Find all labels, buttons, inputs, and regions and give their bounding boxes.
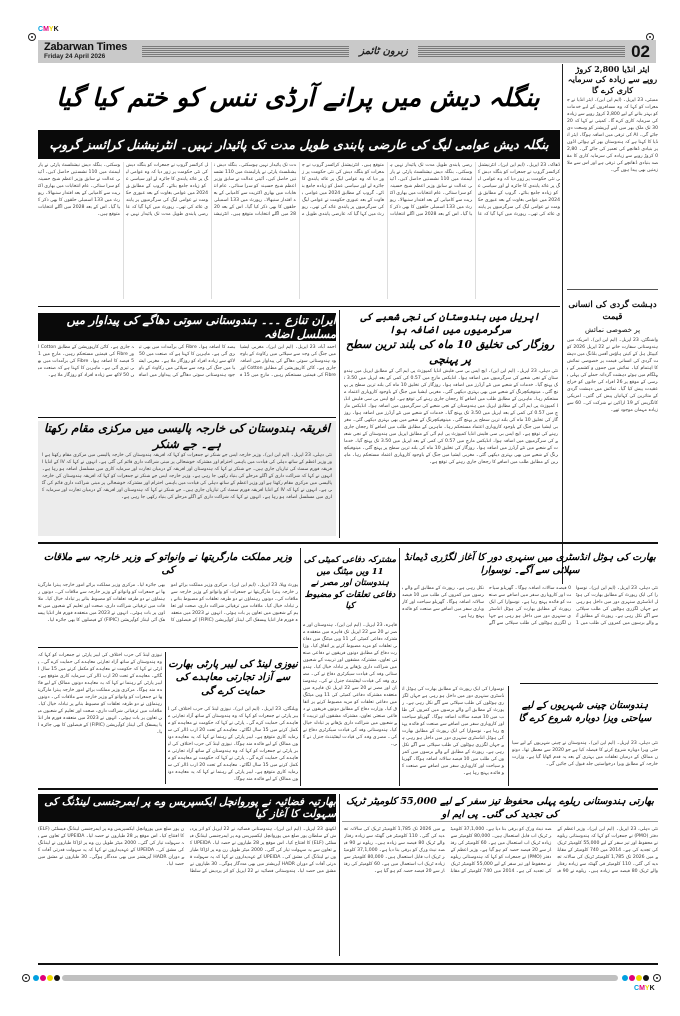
yellow-swatch bbox=[47, 975, 53, 981]
nz-story-headline: نیوزی لینڈ کی لیبر پارٹی بھارت سے آزاد تجارتی معاہدے کی حمایت کرے گی bbox=[168, 658, 298, 697]
magenta-swatch bbox=[40, 975, 46, 981]
column-divider bbox=[508, 686, 509, 786]
page-bottom-rule bbox=[38, 963, 658, 965]
cyan-swatch bbox=[33, 975, 39, 981]
masthead-rule-lines bbox=[142, 46, 349, 58]
registration-mark-icon bbox=[28, 33, 36, 41]
section-divider bbox=[38, 306, 560, 307]
hotel-story-body: نئی دہلی، 23 اپریل۔ (ایم این این)۔ نوسوارا کی ایک رپورٹ کے مطابق بھارت کی ہوٹل انڈسٹری سنہری دور میں داخل ہو رہی ہے جہاں لگژری ہوٹلوں کی طلب سپلائی سے آگے نکل رہی ہے۔ رپورٹ کے مطابق آنے والے برسوں میں کمروں کی طلب میں 10 فیصد سالانہ اضافہ ہوگا۔ گھریلو سیاحت اور کاروباری سفر میں اضافے سے صنعت کو فائدہ پہنچ رہا ہے۔ نوسوارا کی ایک رپورٹ کے مطابق بھارت کی ہوٹل انڈسٹری سنہری دور میں داخل ہو رہی ہے جہاں لگژری ہوٹلوں کی طلب سپلائی سے آگے نکل رہی ہے۔ رپورٹ کے مطابق آنے والے برسوں میں کمروں کی طلب میں 10 فیصد سالانہ اضافہ ہوگا۔ گھریلو سیاحت اور کاروباری سفر میں اضافے سے صنعت کو فائدہ پہنچ رہا ہے۔ bbox=[402, 586, 658, 626]
africa-story-headline: افریقہ ہندوستان کی خارجہ پالیسی میں مرکزی مقام رکھتا ہے۔ جے شنکر bbox=[44, 421, 330, 451]
newspaper-title: Zabarwan Times bbox=[44, 41, 128, 54]
color-swatches-right bbox=[622, 975, 649, 981]
iran-story-body: احمد آباد، 23 اپریل۔ (ایم این این)۔ مغربی ایشیا میں جنگ کی وجہ سے سپلائی میں رکاوٹ کے باوجود ہندوستانی سوتی دھاگے کی پیداوار میں اضافہ جاری ہے۔ کاٹن کارپوریشن کے مطابق Cotton اور Fibre کی قیمتیں مستحکم رہیں۔ مارچ میں 15 فیصد کا اضافہ ہوا۔ Fibre کی برآمدات میں بھی تیزی آئی ہے۔ ماہرین کا کہنا ہے کہ صنعت میں 50 لاکھ سے زیادہ افراد کو روزگار ملا ہے۔ مغربی ایشیا میں جنگ کی وجہ سے سپلائی میں رکاوٹ کے باوجود ہندوستانی سوتی دھاگے کی پیداوار میں اضافہ جاری ہے۔ کاٹن کارپوریشن کے مطابق Cotton اور Fibre کی قیمتیں مستحکم رہیں۔ مارچ میں 15 فیصد کا اضافہ ہوا۔ Fibre کی برآمدات میں بھی تیزی آئی ہے۔ ماہرین کا کہنا ہے کہ صنعت میں 50 لاکھ سے زیادہ افراد کو روزگار ملا ہے۔ bbox=[38, 345, 336, 378]
story-body: واشنگٹن، 23 اپریل۔ (ایم این این)۔ امریکہ میں ہندوستانی سفارت خانے نے 22 اپریل 2026 کو کیپیٹل ہل کے کینن ہاؤس آفس بلڈنگ میں دہشت گردی کی انسانی قیمت پر خصوصی نمائش کا اہتمام کیا۔ نمائش میں جموں و کشمیر کے پہلگام میں ہوئے دہشت گردانہ حملے کی پہلی برسی کے موقع پر 26 افراد کی جانوں کو خراج عقیدت پیش کیا گیا۔ نمائش میں دہشت گردی کے متاثرین کی کہانیاں پیش کی گئیں۔ امریکی کانگریس کے 19 اراکین نے شرکت کی۔ 60 سے زیادہ مہمان موجود تھے۔ bbox=[567, 338, 658, 414]
black-swatch bbox=[643, 975, 649, 981]
section-divider bbox=[38, 647, 298, 648]
lead-subhead-band: بنگلہ دیش عوامی لیگ کی عارضی پابندی طویل مدت تک پائیدار نہیں۔ انٹرنیشنل کرائسز گروپ bbox=[38, 130, 560, 159]
registration-mark-icon bbox=[653, 974, 661, 982]
registration-mark-icon bbox=[22, 974, 30, 982]
lead-headline: بنگلہ دیش میں پرانے آرڈی ننس کو ختم کیا گیا bbox=[56, 82, 540, 112]
iaf-story-headline-band: بھارتیہ فضائیہ نے پوروانچل ایکسپریس وے پر ایمرجنسی لینڈنگ کی سہولت کا آغاز کیا bbox=[38, 794, 336, 822]
section-divider bbox=[520, 683, 658, 684]
railway-story-body: نئی دہلی، 23 اپریل۔ (ایم این این)۔ وزیر اعظم کے دفتر (PMO) نے جمعرات کو کہا کہ ہندوستانی ریلوے نے محفوظ اور تیز سفر کے لیے 55,000 کلومیٹر ٹریک کی تجدید کی ہے۔ 2014 میں 740 کلومیٹر کے مقابلے میں 2026 تک 1,785 کلومیٹر ٹریک کی سالانہ تجدید کی گئی۔ 110 کلومیٹر فی گھنٹہ سے زیادہ رفتار والے ٹریک 80 فیصد سے زیادہ ہیں۔ ریلوے نے 90 فیصد نیٹ ورک کو برقی بنا دیا ہے۔ 37,1,000 کلومیٹر ٹریک اب قابل استعمال ہیں۔ 80,000 کلومیٹر سے زیادہ ٹریک اب استعمال میں ہے۔ 60 کلومیٹر کی رفتار سے 20 فیصد حصہ کم ہو گیا ہے۔ وزیر اعظم کے دفتر (PMO) نے جمعرات کو کہا کہ ہندوستانی ریلوے نے محفوظ اور تیز سفر کے لیے 55,000 کلومیٹر ٹریک کی تجدید کی ہے۔ 2014 میں 740 کلومیٹر کے مقابلے میں 2026 تک 1,785 کلومیٹر ٹریک کی سالانہ تجدید کی گئی۔ 110 کلومیٹر فی گھنٹہ سے زیادہ رفتار والے ٹریک 80 فیصد سے زیادہ ہیں۔ ریلوے نے 90 فیصد نیٹ ورک کو برقی بنا دیا ہے۔ 37,1,000 کلومیٹر ٹریک اب قابل استعمال ہیں۔ 80,000 کلومیٹر سے زیادہ ٹریک اب استعمال میں ہے۔ 60 کلومیٹر کی رفتار سے 20 فیصد حصہ کم ہو گیا ہے۔ bbox=[344, 827, 658, 874]
iran-story-headline-band: ایران تنازع ۔۔۔ ہندوستانی سوتی دھاگے کی پیداوار میں مسلسل اضافہ bbox=[38, 313, 336, 341]
railway-story-headline: بھارتی ہندوستانی ریلوے پہلی محفوظ تیز سفر کے لیے 55,000 کلومیٹر ٹریک کی تجدید کی گئی۔ پی ایم او bbox=[342, 796, 658, 822]
yellow-swatch bbox=[636, 975, 642, 981]
nz-story-continued: نیوزی لینڈ کی حزب اختلاف کی لیبر پارٹی نے جمعرات کو کہا کہ وہ ہندوستان کے ساتھ آزاد تجارتی معاہدے کی حمایت کرے گی۔ پارٹی نے کہا کہ حکومت نے معاہدے کو مکمل کرنے میں 15 سال لگائے۔ معاہدے کے تحت 20 ارب ڈالر کی سرمایہ کاری متوقع ہے۔ لیبر پارٹی کے رہنما نے کہا کہ یہ معاہدہ دونوں ممالک کے لیے فائدہ مند ہوگا۔ مرکزی وزیر مملکت برائے امور خارجہ پبترا مارگریتھا نے جمعرات کو وانواتو کے وزیر خارجہ سے ملاقات کی۔ دونوں رہنماؤں نے دو طرفہ تعلقات کو مضبوط بنانے پر تبادلہ خیال کیا۔ ملاقات میں ترقیاتی شراکت داری، صحت اور تعلیم کے شعبوں میں تعاون پر بات ہوئی۔ انہوں نے 2023 میں منعقدہ فورم فار انڈیا پیسفک آئی لینڈز کوآپریشن (FIPIC) کے فیصلوں کا بھی جائزہ لیا۔ bbox=[38, 653, 162, 735]
china-visa-body: نئی دہلی، 23 اپریل۔ (ایم این این)۔ ہندوستان نے چینی شہریوں کے لیے سیاحتی ویزا دوبارہ شروع کرنے کا فیصلہ کیا ہے جو 2020 سے معطل تھا۔ دونوں ممالک کے درمیان تعلقات میں بہتری کے بعد یہ قدم اٹھایا گیا ہے۔ وزارت خارجہ کے مطابق ویزا درخواستیں جلد قبول کی جائیں گی۔ bbox=[512, 741, 658, 767]
masthead-rule-lines bbox=[418, 46, 625, 58]
sidebar-story-terror-exhibition bbox=[567, 289, 658, 559]
cmyk-label-top: CMYK bbox=[38, 26, 59, 33]
black-swatch bbox=[54, 975, 60, 981]
hotel-story-continued: نوسوارا کی ایک رپورٹ کے مطابق بھارت کی ہوٹل انڈسٹری سنہری دور میں داخل ہو رہی ہے جہاں لگژری ہوٹلوں کی طلب سپلائی سے آگے نکل رہی ہے۔ رپورٹ کے مطابق آنے والے برسوں میں کمروں کی طلب میں 10 فیصد سالانہ اضافہ ہوگا۔ گھریلو سیاحت اور کاروباری سفر میں اضافے سے صنعت کو فائدہ پہنچ رہا ہے۔ نوسوارا کی ایک رپورٹ کے مطابق بھارت کی ہوٹل انڈسٹری سنہری دور میں داخل ہو رہی ہے جہاں لگژری ہوٹلوں کی طلب سپلائی سے آگے نکل رہی ہے۔ رپورٹ کے مطابق آنے والے برسوں میں کمروں کی طلب میں 10 فیصد سالانہ اضافہ ہوگا۔ گھریلو سیاحت اور کاروباری سفر میں اضافے سے صنعت کو فائدہ پہنچ رہا ہے۔ bbox=[402, 687, 504, 776]
hotel-story-headline: بھارت کی ہوٹل انڈسٹری میں سنہری دور کا آغاز لگژری ڈیمانڈ سپلائی سے آگے۔ نوسوارا bbox=[404, 552, 656, 576]
sidebar-column bbox=[562, 64, 658, 584]
private-sector-headline: اپریل میں ہندوستان کی نجی شعبے کی سرگرمیوں میں اضافہ ہوا روزگار کی تخلیق 10 ماہ کی بلند ترین سطح پر پہنچی bbox=[345, 311, 555, 366]
private-sector-body: نئی دہلی، 23 اپریل۔ (ایم این این)۔ ایچ ایس بی سی فلیش انڈیا کمپوزٹ پی ایم آئی کے مطابق اپریل میں ہندوستان کے نجی شعبے کی سرگرمیوں میں اضافہ ہوا۔ انڈیکس مارچ میں 0.57 کی کمی کے بعد اپریل میں 3.50 تک پہنچ گیا۔ خدمات کے شعبے میں نئے آرڈرز میں اضافہ ہوا۔ روزگار کی تخلیق 10 ماہ کی بلند ترین سطح پر پہنچ گئی۔ مینوفیکچرنگ کے شعبے میں بھی بہتری دیکھی گئی۔ مغربی ایشیا میں جنگ کے باوجود کاروباری اعتماد مستحکم رہا۔ ماہرین کے مطابق طلب میں اضافے کا رجحان جاری رہنے کی توقع ہے۔ ایچ ایس بی سی فلیش انڈیا کمپوزٹ پی ایم آئی کے مطابق اپریل میں ہندوستان کے نجی شعبے کی سرگرمیوں میں اضافہ ہوا۔ انڈیکس مارچ میں 0.57 کی کمی کے بعد اپریل میں 3.50 تک پہنچ گیا۔ خدمات کے شعبے میں نئے آرڈرز میں اضافہ ہوا۔ روزگار کی تخلیق 10 ماہ کی بلند ترین سطح پر پہنچ گئی۔ مینوفیکچرنگ کے شعبے میں بھی بہتری دیکھی گئی۔ مغربی ایشیا میں جنگ کے باوجود کاروباری اعتماد مستحکم رہا۔ ماہرین کے مطابق طلب میں اضافے کا رجحان جاری رہنے کی توقع ہے۔ ایچ ایس بی سی فلیش انڈیا کمپوزٹ پی ایم آئی کے مطابق اپریل میں ہندوستان کے نجی شعبے کی سرگرمیوں میں اضافہ ہوا۔ انڈیکس مارچ میں 0.57 کی کمی کے بعد اپریل میں 3.50 تک پہنچ گیا۔ خدمات کے شعبے میں نئے آرڈرز میں اضافہ ہوا۔ روزگار کی تخلیق 10 ماہ کی بلند ترین سطح پر پہنچ گئی۔ مینوفیکچرنگ کے شعبے میں بھی بہتری دیکھی گئی۔ مغربی ایشیا میں جنگ کے باوجود کاروباری اعتماد مستحکم رہا۔ ماہرین کے مطابق طلب میں اضافے کا رجحان جاری رہنے کی توقع ہے۔ bbox=[344, 369, 558, 465]
section-divider-thick bbox=[38, 542, 658, 544]
column-divider bbox=[339, 310, 340, 538]
magenta-swatch bbox=[629, 975, 635, 981]
lead-story-body: ڈھاکہ، 23 اپریل۔ (ایم این این)۔ انٹرنیشنل کرائسز گروپ نے جمعرات کو بنگلہ دیش کی نئی حکومت پر زور دیا کہ وہ عوامی لیگ پر عائد پابندی کا جائزہ لے اور سیاسی عمل کو زیادہ جامع بنائے۔ گروپ کے مطابق 2024 میں عوامی بغاوت کے بعد عبوری حکومت نے عوامی لیگ کی سرگرمیوں پر پابندی عائد کی تھی۔ رپورٹ میں کہا گیا کہ عارضی پابندی طویل مدت تک پائیدار نہیں ہوسکتی۔ بنگلہ دیش نیشنلسٹ پارٹی نے پارلیمنٹ میں 110 نشستیں حاصل کیں۔ آئینی عدالت نے سابق وزیر اعظم شیخ حسینہ کو سزا سنائی۔ عام انتخابات میں بھاری اکثریت سے کامیابی کے بعد اقتدار سنبھالا۔ رپورٹ میں 133 اسمبلی حلقوں کا بھی ذکر کیا گیا۔ اس کے بعد 2028 میں اگلے انتخابات متوقع ہیں۔ انٹرنیشنل کرائسز گروپ نے جمعرات کو بنگلہ دیش کی نئی حکومت پر زور دیا کہ وہ عوامی لیگ پر عائد پابندی کا جائزہ لے اور سیاسی عمل کو زیادہ جامع بنائے۔ گروپ کے مطابق 2024 میں عوامی بغاوت کے بعد عبوری حکومت نے عوامی لیگ کی سرگرمیوں پر پابندی عائد کی تھی۔ رپورٹ میں کہا گیا کہ عارضی پابندی طویل مدت تک پائیدار نہیں ہوسکتی۔ بنگلہ دیش نیشنلسٹ پارٹی نے پارلیمنٹ میں 110 نشستیں حاصل کیں۔ آئینی عدالت نے سابق وزیر اعظم شیخ حسینہ کو سزا سنائی۔ عام انتخابات میں بھاری اکثریت سے کامیابی کے بعد اقتدار سنبھالا۔ رپورٹ میں 133 اسمبلی حلقوں کا بھی ذکر کیا گیا۔ اس کے بعد 2028 میں اگلے انتخابات متوقع ہیں۔ انٹرنیشنل کرائسز گروپ نے جمعرات کو بنگلہ دیش کی نئی حکومت پر زور دیا کہ وہ عوامی لیگ پر عائد پابندی کا جائزہ لے اور سیاسی عمل کو زیادہ جامع بنائے۔ گروپ کے مطابق 2024 میں عوامی بغاوت کے بعد عبوری حکومت نے عوامی لیگ کی سرگرمیوں پر پابندی عائد کی تھی۔ رپورٹ میں کہا گیا کہ عارضی پابندی طویل مدت تک پائیدار نہیں ہوسکتی۔ بنگلہ دیش نیشنلسٹ پارٹی نے پارلیمنٹ میں 110 نشستیں حاصل کیں۔ آئینی عدالت نے سابق وزیر اعظم شیخ حسینہ کو سزا سنائی۔ عام انتخابات میں بھاری اکثریت سے کامیابی کے بعد اقتدار سنبھالا۔ رپورٹ میں 133 اسمبلی حلقوں کا بھی ذکر کیا گیا۔ اس کے بعد 2028 میں اگلے انتخابات متوقع ہیں۔ bbox=[38, 163, 560, 217]
cyan-swatch bbox=[622, 975, 628, 981]
sidebar-story-air-india bbox=[567, 64, 658, 283]
print-grey-bar bbox=[62, 975, 618, 981]
page-number: 02 bbox=[631, 41, 650, 61]
nz-story-body: ویلنگٹن، 23 اپریل۔ (ایم این این)۔ نیوزی لینڈ کی حزب اختلاف کی لیبر پارٹی نے جمعرات کو کہا کہ وہ ہندوستان کے ساتھ آزاد تجارتی معاہدے کی حمایت کرے گی۔ پارٹی نے کہا کہ حکومت نے معاہدے کو مکمل کرنے میں 15 سال لگائے۔ معاہدے کے تحت 20 ارب ڈالر کی سرمایہ کاری متوقع ہے۔ لیبر پارٹی کے رہنما نے کہا کہ یہ معاہدہ دونوں ممالک کے لیے فائدہ مند ہوگا۔ نیوزی لینڈ کی حزب اختلاف کی لیبر پارٹی نے جمعرات کو کہا کہ وہ ہندوستان کے ساتھ آزاد تجارتی معاہدے کی حمایت کرے گی۔ پارٹی نے کہا کہ حکومت نے معاہدے کو مکمل کرنے میں 15 سال لگائے۔ معاہدے کے تحت 20 ارب ڈالر کی سرمایہ کاری متوقع ہے۔ لیبر پارٹی کے رہنما نے کہا کہ یہ معاہدہ دونوں ممالک کے لیے فائدہ مند ہوگا۔ bbox=[168, 707, 298, 782]
column-divider bbox=[339, 794, 340, 956]
section-divider bbox=[38, 417, 336, 418]
masthead bbox=[38, 40, 656, 63]
china-visa-headline: ہندوستان چینی شہریوں کے لیے سیاحتی ویزا دوبارہ شروع کرے گا bbox=[518, 700, 652, 724]
color-swatches-left bbox=[33, 975, 60, 981]
column-divider bbox=[300, 548, 301, 786]
section-divider-thick bbox=[38, 788, 658, 790]
vanuatu-story-body: پورٹ ویلا، 23 اپریل۔ (ایم این این)۔ مرکزی وزیر مملکت برائے امور خارجہ پبترا مارگریتھا نے جمعرات کو وانواتو کے وزیر خارجہ سے ملاقات کی۔ دونوں رہنماؤں نے دو طرفہ تعلقات کو مضبوط بنانے پر تبادلہ خیال کیا۔ ملاقات میں ترقیاتی شراکت داری، صحت اور تعلیم کے شعبوں میں تعاون پر بات ہوئی۔ انہوں نے 2023 میں منعقدہ فورم فار انڈیا پیسفک آئی لینڈز کوآپریشن (FIPIC) کے فیصلوں کا بھی جائزہ لیا۔ مرکزی وزیر مملکت برائے امور خارجہ پبترا مارگریتھا نے جمعرات کو وانواتو کے وزیر خارجہ سے ملاقات کی۔ دونوں رہنماؤں نے دو طرفہ تعلقات کو مضبوط بنانے پر تبادلہ خیال کیا۔ ملاقات میں ترقیاتی شراکت داری، صحت اور تعلیم کے شعبوں میں تعاون پر بات ہوئی۔ انہوں نے 2023 میں منعقدہ فورم فار انڈیا پیسفک آئی لینڈز کوآپریشن (FIPIC) کے فیصلوں کا بھی جائزہ لیا۔ bbox=[38, 583, 298, 623]
story-subheadline: پر خصوصی نمائش bbox=[584, 326, 641, 335]
story-body: ممبئی، 23 اپریل۔ (ایم این این)۔ ایئر انڈیا نے جمعرات کو کہا کہ وہ مسافروں کے لیے خدمات کو بہتر بنانے کے لیے 2,800 کروڑ روپے سے زیادہ کی سرمایہ کاری کرے گا۔ کمپنی نے کہا کہ 2030 تک ملک بھر میں اپنے آپریشنز کو وسعت دی جائے گی۔ AI کی ترقی میں اضافہ ہوگا۔ ایئر انڈیا کا کہنا ہے کہ ہندوستان بھر کے ہوائی اڈوں پر بنیادی ڈھانچے کی تعمیر کی جائے گی۔ 2,800 کروڑ روپے سے زیادہ کی سرمایہ کاری کا مقصد بنیادی ڈھانچے کی ترقی ہے اور اس سے ملازمتیں بھی پیدا ہوں گی۔ bbox=[567, 98, 658, 174]
iaf-story-body: لکھنؤ، 23 اپریل۔ (ایم این این)۔ ہندوستانی فضائیہ نے 22 اپریل کو اتر پردیش کے سلطان پور ضلع میں پوروانچل ایکسپریس وے پر ایمرجنسی لینڈنگ فیسلٹی (ELF) کا افتتاح کیا۔ اس موقع پر 28 طیاروں نے حصہ لیا۔ UPEIDA کے تعاون سے یہ سہولت تیار کی گئی۔ 2000 میٹر طویل رن وے پر لڑاکا طیاروں نے لینڈنگ کی مشق کی۔ UPEIDA کے عہدیداروں نے کہا کہ یہ سہولت قدرتی آفات کے دوران HADR آپریشنز میں بھی مددگار ہوگی۔ 30 طیاروں نے مشق میں حصہ لیا۔ ہندوستانی فضائیہ نے 22 اپریل کو اتر پردیش کے سلطان پور ضلع میں پوروانچل ایکسپریس وے پر ایمرجنسی لینڈنگ فیسلٹی (ELF) کا افتتاح کیا۔ اس موقع پر 28 طیاروں نے حصہ لیا۔ UPEIDA کے تعاون سے یہ سہولت تیار کی گئی۔ 2000 میٹر طویل رن وے پر لڑاکا طیاروں نے لینڈنگ کی مشق کی۔ UPEIDA کے عہدیداروں نے کہا کہ یہ سہولت قدرتی آفات کے دوران HADR آپریشنز میں بھی مددگار ہوگی۔ 30 طیاروں نے مشق میں حصہ لیا۔ bbox=[38, 827, 336, 874]
column-divider bbox=[165, 652, 166, 784]
cmyk-label-bottom: CMYK bbox=[634, 985, 655, 992]
egypt-story-body: قاہرہ، 23 اپریل۔ (ایم این این)۔ ہندوستان اور مصر نے 20 سے 22 اپریل تک قاہرہ میں منعقدہ مشترکہ دفاعی کمیٹی کی 11 ویں میٹنگ میں دفاعی تعلقات کو مزید مضبوط کرنے پر اتفاق کیا۔ وزارت دفاع کے مطابق دونوں فریقوں نے دفاعی صنعتی تعاون، مشترکہ مشقوں اور تربیت کے شعبوں میں شراکت داری بڑھانے پر تبادلہ خیال کیا۔ ہندوستانی وفد کی قیادت سیکرٹری دفاع نے کی۔ مصری وفد کی قیادت لیفٹیننٹ جنرل نے کی۔ ہندوستان اور مصر نے 20 سے 22 اپریل تک قاہرہ میں منعقدہ مشترکہ دفاعی کمیٹی کی 11 ویں میٹنگ میں دفاعی تعلقات کو مزید مضبوط کرنے پر اتفاق کیا۔ وزارت دفاع کے مطابق دونوں فریقوں نے دفاعی صنعتی تعاون، مشترکہ مشقوں اور تربیت کے شعبوں میں شراکت داری بڑھانے پر تبادلہ خیال کیا۔ ہندوستانی وفد کی قیادت سیکرٹری دفاع نے کی۔ مصری وفد کی قیادت لیفٹیننٹ جنرل نے کی۔ bbox=[303, 623, 397, 747]
story-headline: ایئر انڈیا 2,800 کروڑ روپے سے زیادہ کی سرمایہ کاری کرے گا bbox=[567, 64, 658, 95]
column-divider bbox=[399, 548, 400, 786]
issue-date: Friday 24 April 2026 bbox=[44, 53, 106, 61]
egypt-story-headline: مشترکہ دفاعی کمیٹی کی 11 ویں میٹنگ میں ہندوستان اور مصر نے دفاعی تعلقات کو مضبوط کیا bbox=[303, 555, 397, 612]
newspaper-title-urdu: زبرون ٹائمز bbox=[359, 46, 408, 57]
africa-story-body: نئی دہلی، 23 اپریل۔ (ایم این این)۔ وزیر خارجہ ایس جے شنکر نے جمعرات کو کہا کہ افریقہ ہندوستان کی خارجہ پالیسی میں مرکزی مقام رکھتا ہے اور وزیر اعظم کے ساتھ دہلی کی قیادت میں باہمی احترام اور مشترکہ خوشحالی پر مبنی شراکت داری قائم کی گئی ہے۔ انہوں نے کہا کہ IV کے انڈیا افریقہ فورم سمٹ کی تیاریاں جاری ہیں۔ جے شنکر نے کہا کہ ہندوستان اور افریقہ کے درمیان تجارت اور سرمایہ کاری میں مسلسل اضافہ ہو رہا ہے۔ انہوں نے کہا کہ شراکت داری کے اگلے مرحلے کی بنیاد رکھی جا رہی ہے۔ وزیر خارجہ ایس جے شنکر نے جمعرات کو کہا کہ افریقہ ہندوستان کی خارجہ پالیسی میں مرکزی مقام رکھتا ہے اور وزیر اعظم کے ساتھ دہلی کی قیادت میں باہمی احترام اور مشترکہ خوشحالی پر مبنی شراکت داری قائم کی گئی ہے۔ انہوں نے کہا کہ IV کے انڈیا افریقہ فورم سمٹ کی تیاریاں جاری ہیں۔ جے شنکر نے کہا کہ ہندوستان اور افریقہ کے درمیان تجارت اور سرمایہ کاری میں مسلسل اضافہ ہو رہا ہے۔ انہوں نے کہا کہ شراکت داری کے اگلے مرحلے کی بنیاد رکھی جا رہی ہے۔ bbox=[42, 453, 332, 500]
story-headline: دہشت گردی کی انسانی قیمت bbox=[568, 300, 657, 322]
vanuatu-story-headline: وزیر مملکت مارگریتھا نے وانواتو کے وزیر خارجہ سے ملاقات کی bbox=[43, 551, 293, 576]
